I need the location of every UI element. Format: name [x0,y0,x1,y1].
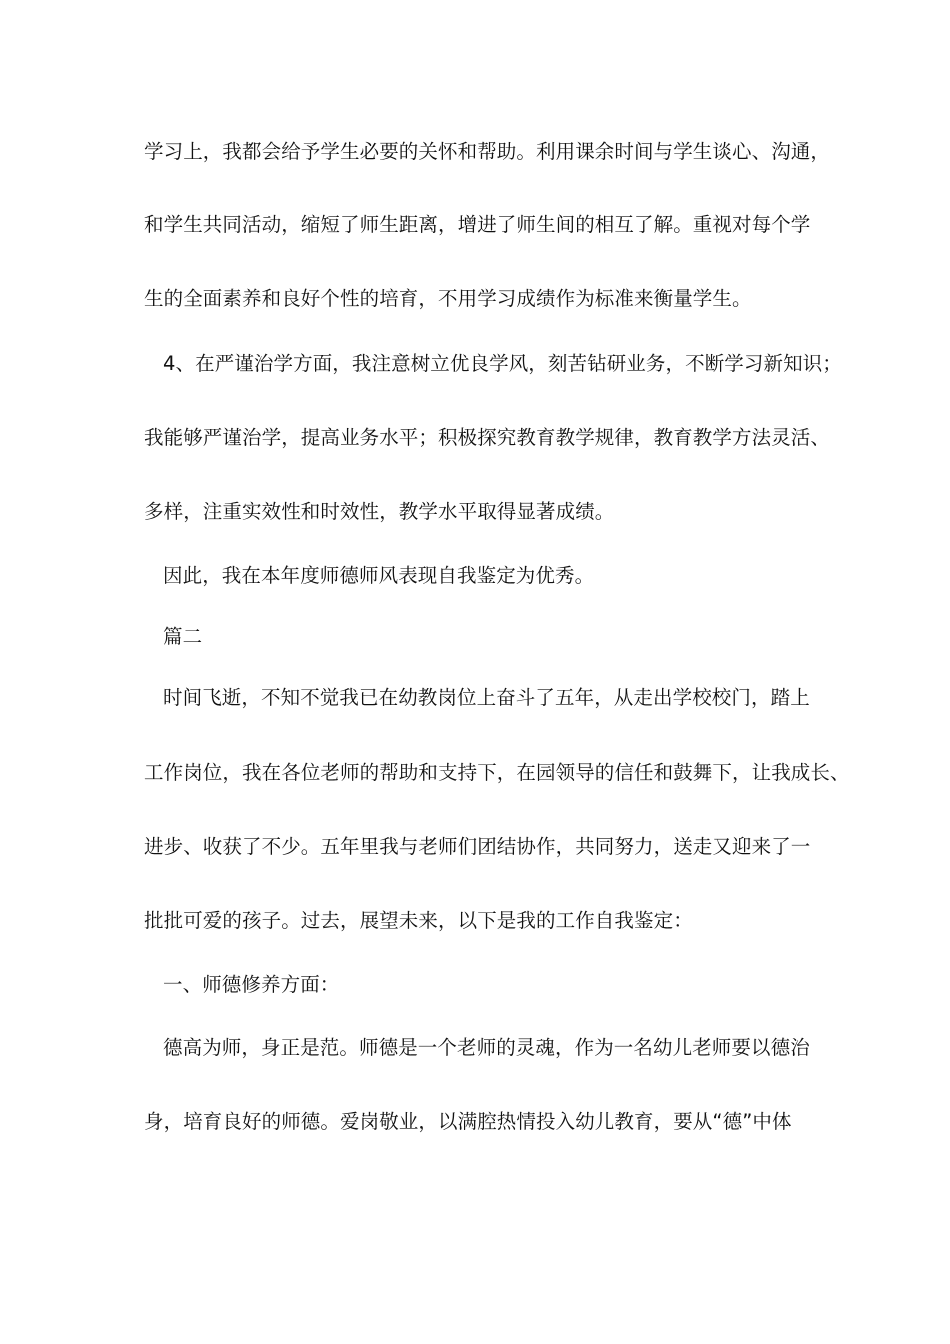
text-line-indented: 4、在严谨治学方面，我注意树立优良学风，刻苦钻研业务，不断学习新知识； [163,352,842,375]
text-line: 批批可爱的孩子。过去，展望未来，以下是我的工作自我鉴定： [144,909,693,932]
text-line: 和学生共同活动，缩短了师生距离，增进了师生间的相互了解。重视对每个学 [144,213,811,236]
text-line: 多样，注重实效性和时效性，教学水平取得显著成绩。 [144,500,615,523]
text-line: 进步、收获了不少。五年里我与老师们团结协作，共同努力，送走又迎来了一 [144,835,811,858]
section-heading: 篇二 [163,625,203,648]
text-line-indented: 德高为师，身正是范。师德是一个老师的灵魂，作为一名幼儿老师要以德治 [163,1036,810,1059]
text-line: 学习上，我都会给予学生必要的关怀和帮助。利用课余时间与学生谈心、沟通， [144,140,831,163]
text-line: 工作岗位，我在各位老师的帮助和支持下，在园领导的信任和鼓舞下，让我成长、 [144,761,850,784]
text-line: 生的全面素养和良好个性的培育，不用学习成绩作为标准来衡量学生。 [144,287,752,310]
text-line-indented: 因此，我在本年度师德师风表现自我鉴定为优秀。 [163,564,595,587]
text-line-indented: 时间飞逝，不知不觉我已在幼教岗位上奋斗了五年，从走出学校校门，踏上 [163,686,810,709]
text-line: 我能够严谨治学，提高业务水平；积极探究教育教学规律，教育教学方法灵活、 [144,426,831,449]
subsection-heading: 一、师德修养方面： [163,973,340,996]
text-line: 身，培育良好的师德。爱岗敬业，以满腔热情投入幼儿教育，要从“德”中体 [144,1110,792,1133]
